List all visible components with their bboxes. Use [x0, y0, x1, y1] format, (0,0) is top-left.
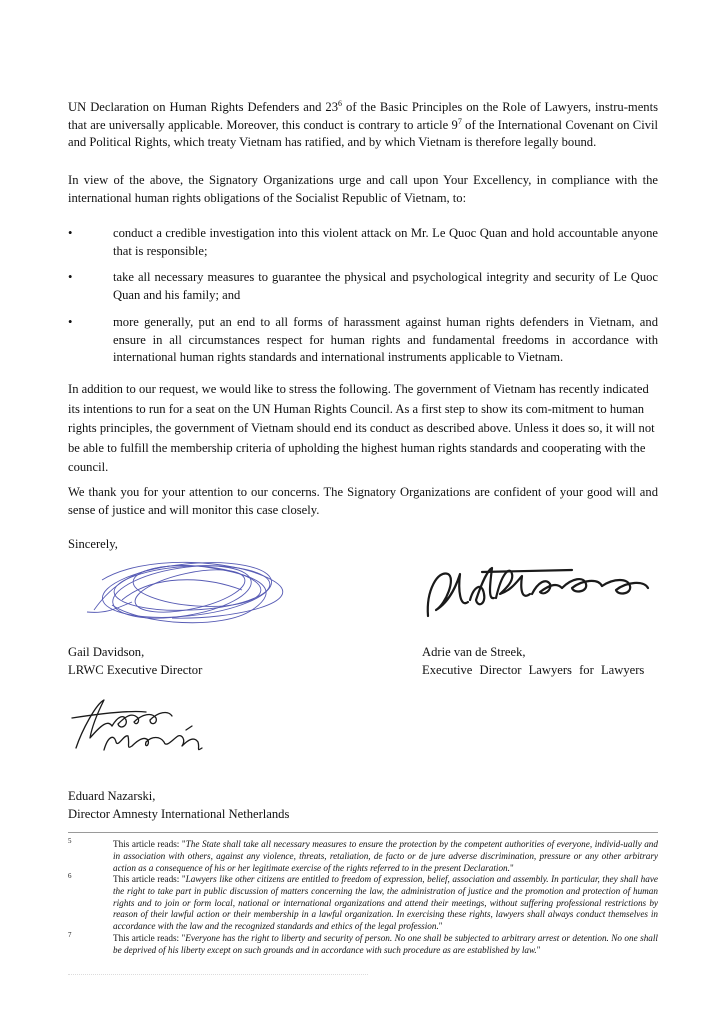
footnote-5: [68, 839, 658, 875]
footnote-ref-6: 6: [338, 98, 343, 108]
paragraph-legal-basis: [68, 99, 658, 152]
footnote-number: 6: [68, 872, 72, 880]
signature-eduard-nazarski-image: [68, 690, 213, 765]
paragraph-legal-basis-part-a: UN Declaration on Human Rights Defenders and 23: [68, 100, 339, 114]
footnote-number: 7: [68, 931, 72, 939]
signatory-name: Gail Davidson,: [68, 645, 145, 659]
signature-adrie-van-de-streek-image: [422, 560, 654, 624]
signatory-title: Director Amnesty International Netherlands: [68, 806, 290, 821]
signatory-adrie-van-de-streek: [422, 644, 658, 679]
footer-divider: [68, 974, 368, 978]
footnote-lead: This article reads: ": [113, 874, 186, 884]
bullet-text: take all necessary measures to guarantee the physical and psychological integrity and security of Le Quoc Quan and his family; and: [113, 270, 658, 302]
paragraph-urge: In view of the above, the Signatory Organizations urge and call upon Your Excellency, in compliance with the international human rights obligations of the Socialist Republic of Vietnam, to:: [68, 173, 658, 205]
footnote-text: [113, 839, 658, 874]
footnote-text: [113, 933, 658, 957]
footnote-tail: ": [438, 921, 443, 932]
signatory-name: Eduard Nazarski,: [68, 789, 156, 803]
bullet-icon: •: [68, 270, 73, 284]
footnote-lead: This article reads: ": [113, 933, 186, 943]
signatory-title: Executive Director Lawyers for Lawyers: [422, 662, 645, 677]
bullet-icon: •: [68, 226, 73, 240]
footnote-7: [68, 933, 658, 957]
bullet-text: more generally, put an end to all forms of harassment against human rights defenders in Vietnam, and ensure in all circumstances respect for human rights and fundamental freedoms in accordance with international human rights standards and international instruments applicable to Vietnam.: [113, 315, 658, 365]
signatory-eduard-nazarski: [68, 788, 289, 823]
paragraph-legal-basis-part-c: of the International Covenant on Civil and Political Rights, which treaty Vietnam has ratified, and by which Vietnam is therefore legally bound.: [68, 117, 658, 150]
footnote-tail: ": [509, 862, 514, 873]
signatory-name: Adrie van de Streek,: [422, 645, 526, 659]
paragraph-thanks: We thank you for your attention to our concerns. The Signatory Organizations are confident of your good will and sense of justice and will monitor this case closely.: [68, 485, 658, 517]
signature-gail-davidson-image: [82, 550, 287, 630]
closing-salutation: Sincerely,: [68, 537, 118, 551]
paragraph-human-rights-council: In addition to our request, we would like to stress the following. The government of Vietnam has recently indicated its intentions to run for a seat on the UN Human Rights Council. As a first step to show its com-mitment to human rights principles, the government of Vietnam should end its conduct as described above. Unless it does so, it will not be able to fulfill the membership criteria of upholding the highest human rights standards and cooperating with the council.: [68, 382, 655, 475]
footnote-tail: ": [536, 944, 541, 955]
footnote-quote: The State shall take all necessary measures to ensure the protection by the competent authorities of everyone, individ-ually and in association with others, against any violence, threats, retaliation, de facto or de jure adverse discrimination, pressure or any other arbitrary action as a consequence of his or her legitimate exercise of the rights referred to in the present Declaration.: [113, 839, 658, 873]
signatory-title: LRWC Executive Director: [68, 662, 203, 677]
footnote-quote: Lawyers like other citizens are entitled to freedom of expression, belief, association and assembly. In particular, they shall have the right to take part in public discussion of matters concerning the law, the administration of justice and the promotion and protection of human rights and to join or form local, national or international organizations and attend their meetings, without suffering professional restrictions by reason of their lawful action or their membership in a lawful organization. In exercising these rights, lawyers shall always conduct themselves in accordance with the law and the recognized standards and ethics of the legal profession.: [113, 874, 658, 932]
signatory-gail-davidson: [68, 644, 202, 679]
footnote-separator: [68, 832, 658, 833]
bullet-icon: •: [68, 315, 73, 329]
bullet-text: conduct a credible investigation into this violent attack on Mr. Le Quoc Quan and hold accountable anyone that is responsible;: [113, 226, 658, 258]
footnote-lead: This article reads: ": [113, 839, 186, 849]
footnote-quote: Everyone has the right to liberty and security of person. No one shall be subjected to arbitrary arrest or detention. No one shall be deprived of his liberty except on such grounds and in accordance with such procedure as are established by law.: [113, 933, 658, 955]
footnote-text: [113, 874, 658, 933]
footnote-number: 5: [68, 837, 72, 845]
paragraph-legal-basis-part-b: of the Basic Principles on the Role of Lawyers, instru-ments that are universally applicable. Moreover, this conduct is contrary to article 9: [68, 100, 658, 132]
footnote-ref-7: 7: [457, 116, 462, 126]
footnote-6: [68, 874, 658, 933]
